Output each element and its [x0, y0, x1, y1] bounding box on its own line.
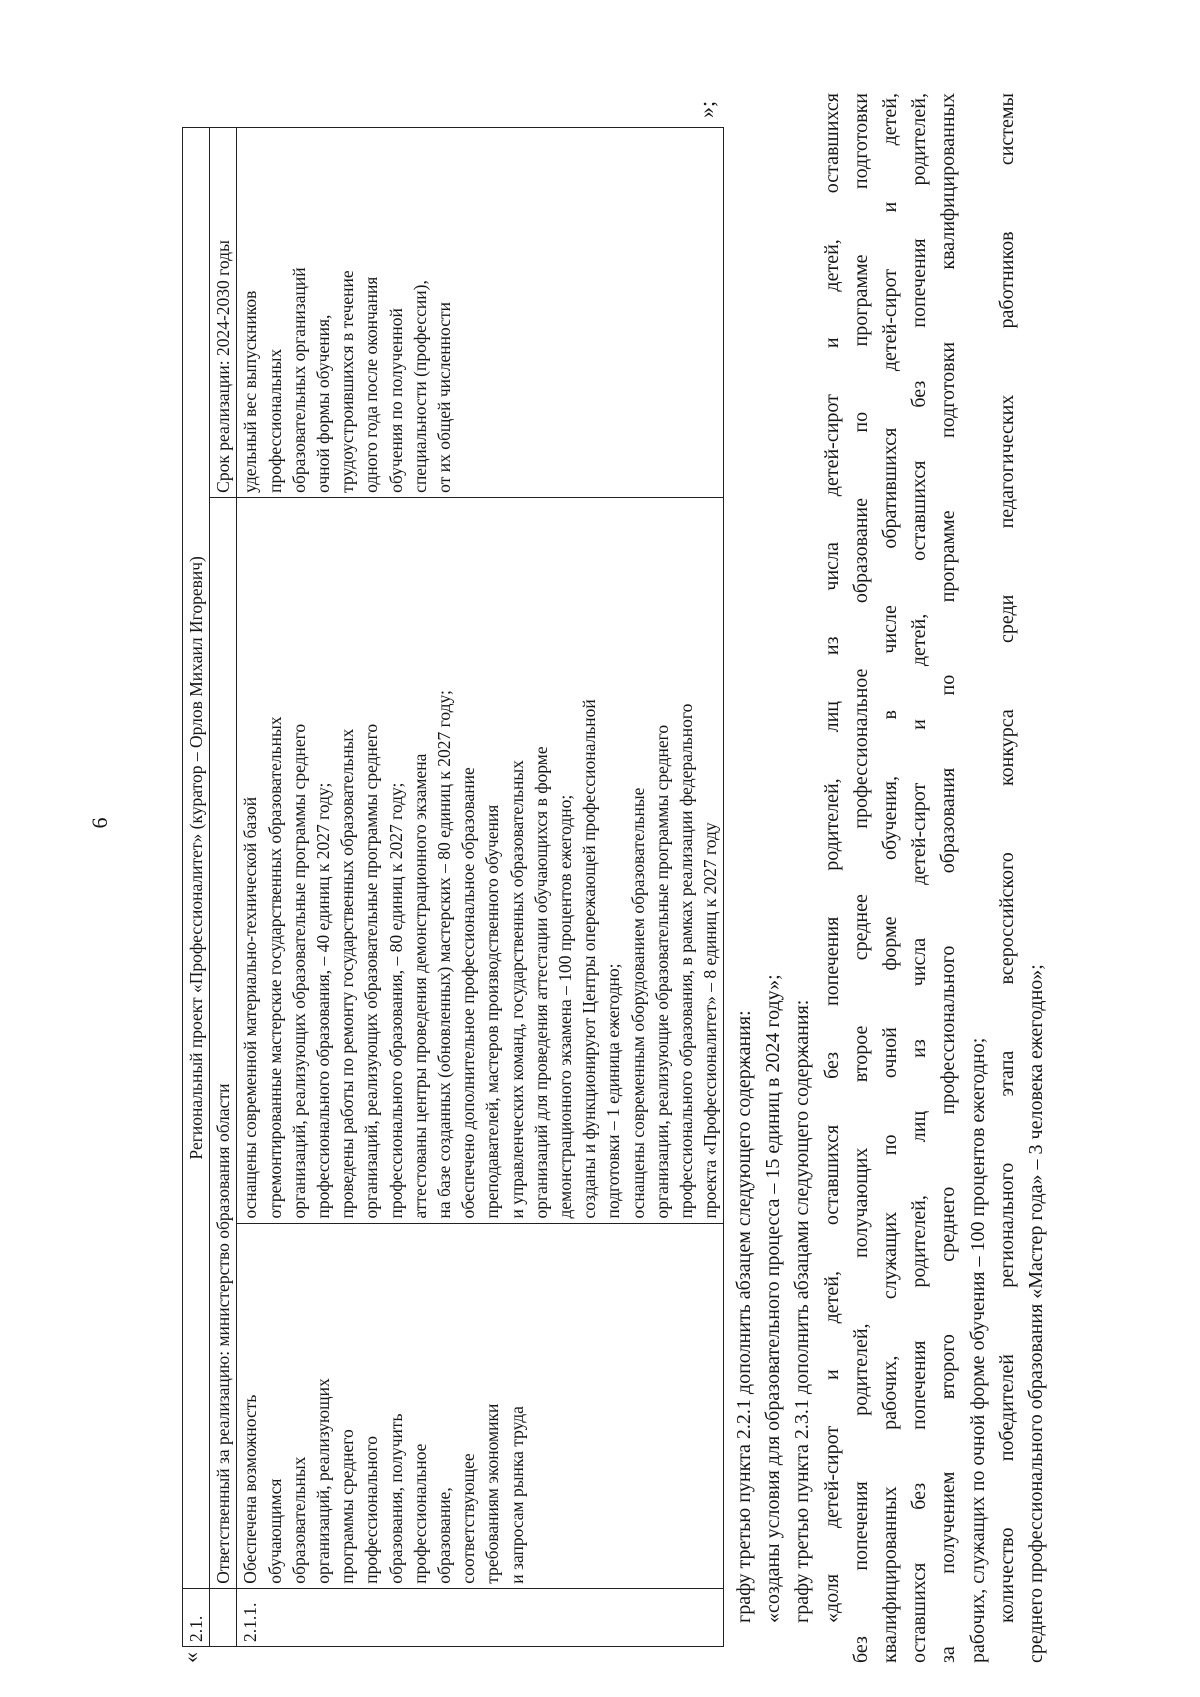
opening-quote: «: [178, 1652, 203, 1663]
results-cell: [237, 497, 724, 1223]
task-line: образовательных: [288, 1456, 309, 1584]
project-header-row: [183, 128, 210, 1647]
amendment-text: [730, 93, 1051, 1663]
row-number: 2.1.1.: [237, 1588, 724, 1646]
indicator-line: трудоустроившихся в течение: [337, 270, 358, 493]
result-line: организаций для проведения аттестации обучающихся в форме: [530, 746, 551, 1219]
result-line: подготовки – 1 единица ежегодно;: [603, 963, 624, 1219]
paragraph-line: «доля детей-сирот и детей, оставшихся без попечения родителей, лиц из числа детей-сирот и детей, оставшихся: [820, 93, 843, 1623]
indicator-line: от их общей численности: [434, 302, 455, 493]
paragraph-line: оставшихся без попечения родителей, лиц из числа детей-сирот и детей, оставшихся без попечения родителей,: [908, 93, 931, 1663]
project-title: Региональный проект «Профессионалитет» (куратор – Орлов Михаил Игоревич): [183, 128, 210, 1589]
task-line: Обеспечена возможность: [240, 1394, 261, 1584]
paragraph: «созданы условия для образовательного процесса – 15 единиц в 2024 году»;: [762, 974, 785, 1623]
term-text: Срок реализации: 2024-2030 годы: [210, 128, 237, 498]
task-line: образование,: [434, 1487, 455, 1584]
result-line: организаций, реализующих образовательные программы среднего: [288, 723, 309, 1219]
result-line: организации, реализующие образовательные программы среднего: [651, 724, 672, 1219]
closing-quote: »;: [694, 100, 719, 118]
program-table: [182, 127, 724, 1647]
result-line: преподавателей, мастеров производственного обучения: [482, 804, 503, 1219]
page-number: 6: [87, 817, 112, 829]
paragraph-line: рабочих, служащих по очной форме обучения – 100 процентов ежегодно;: [966, 1037, 989, 1663]
indicator-cell: [237, 128, 724, 498]
task-line: обучающимся: [264, 1478, 285, 1584]
task-line: образования, получить: [385, 1413, 406, 1584]
result-line: обеспечено дополнительное профессиональное образование: [458, 767, 479, 1219]
result-line: демонстрационного экзамена – 100 процентов ежегодно;: [555, 794, 576, 1219]
paragraph-line: без попечения родителей, получающих второе среднее профессиональное образование по программе подготовки: [849, 93, 872, 1663]
result-line: профессионального образования, – 40 единиц к 2027 году;: [313, 782, 334, 1219]
task-line: и запросам рынка труда: [506, 1406, 527, 1584]
result-line: профессионального образования, в рамках реализации федерального: [676, 703, 697, 1219]
indicator-line: очной формы обучения,: [313, 314, 334, 493]
indicator-line: удельный вес выпускников: [240, 290, 261, 493]
result-line: проведены работы по ремонту государственных образовательных: [337, 728, 358, 1219]
indicator-line: профессиональных: [264, 348, 285, 493]
indicator-line: специальности (профессии),: [409, 280, 430, 493]
paragraph-line: за получением второго среднего профессионального образования по программе подготовки квалифицированных: [937, 93, 960, 1663]
paragraph: графу третью пункта 2.3.1 дополнить абзацами следующего содержания:: [791, 999, 814, 1623]
result-line: оснащены современной материально-технической базой: [240, 796, 261, 1219]
task-line: профессиональное: [409, 1443, 430, 1584]
section-number: 2.1.: [183, 1588, 210, 1646]
task-line: программы среднего: [337, 1429, 358, 1584]
rotated-page-content: [178, 93, 1048, 1663]
responsible-row: [210, 128, 237, 1647]
result-line: оснащены современным оборудованием образовательные: [627, 787, 648, 1219]
result-line: профессионального образования, – 80 единиц к 2027 году;: [385, 782, 406, 1219]
paragraph-line: среднего профессионального образования «Мастер года» – 3 человека ежегодно»;: [1025, 964, 1048, 1663]
table-row: [237, 128, 724, 1647]
result-line: и управленческих команд, государственных образовательных: [506, 760, 527, 1219]
result-line: организаций, реализующих образовательные программы среднего: [361, 723, 382, 1219]
indicator-line: одного года после окончания: [361, 276, 382, 493]
indicator-line: образовательных организаций: [288, 267, 309, 493]
result-line: на базе созданных (обновленных) мастерских – 80 единиц к 2027 году;: [434, 690, 455, 1219]
result-line: созданы и функционируют Центры опережающей профессиональной: [579, 699, 600, 1219]
responsible-text: Ответственный за реализацию: министерство образования области: [210, 497, 237, 1588]
paragraph-line: количество победителей регионального этапа всероссийского конкурса среди педагогических работников системы: [995, 93, 1018, 1623]
paragraph: графу третью пункта 2.2.1 дополнить абзацем следующего содержания:: [733, 1010, 755, 1623]
task-line: требованиям экономики: [482, 1403, 503, 1584]
task-line: организаций, реализующих: [313, 1378, 334, 1584]
paragraph-line: квалифицированных рабочих, служащих по очной форме обучения, в числе обратившихся детей-сирот и детей,: [879, 93, 902, 1663]
result-line: проекта «Профессионалитет» – 8 единиц к 2027 году: [700, 822, 721, 1219]
result-line: аттестованы центры проведения демонстрационного экзамена: [409, 753, 430, 1219]
indicator-line: обучения по полученной: [385, 308, 406, 493]
task-line: профессионального: [361, 1436, 382, 1584]
task-cell: [237, 1223, 724, 1588]
task-line: соответствующее: [458, 1453, 479, 1584]
empty-cell: [210, 1588, 237, 1646]
result-line: отремонтированные мастерские государственных образовательных: [264, 716, 285, 1219]
